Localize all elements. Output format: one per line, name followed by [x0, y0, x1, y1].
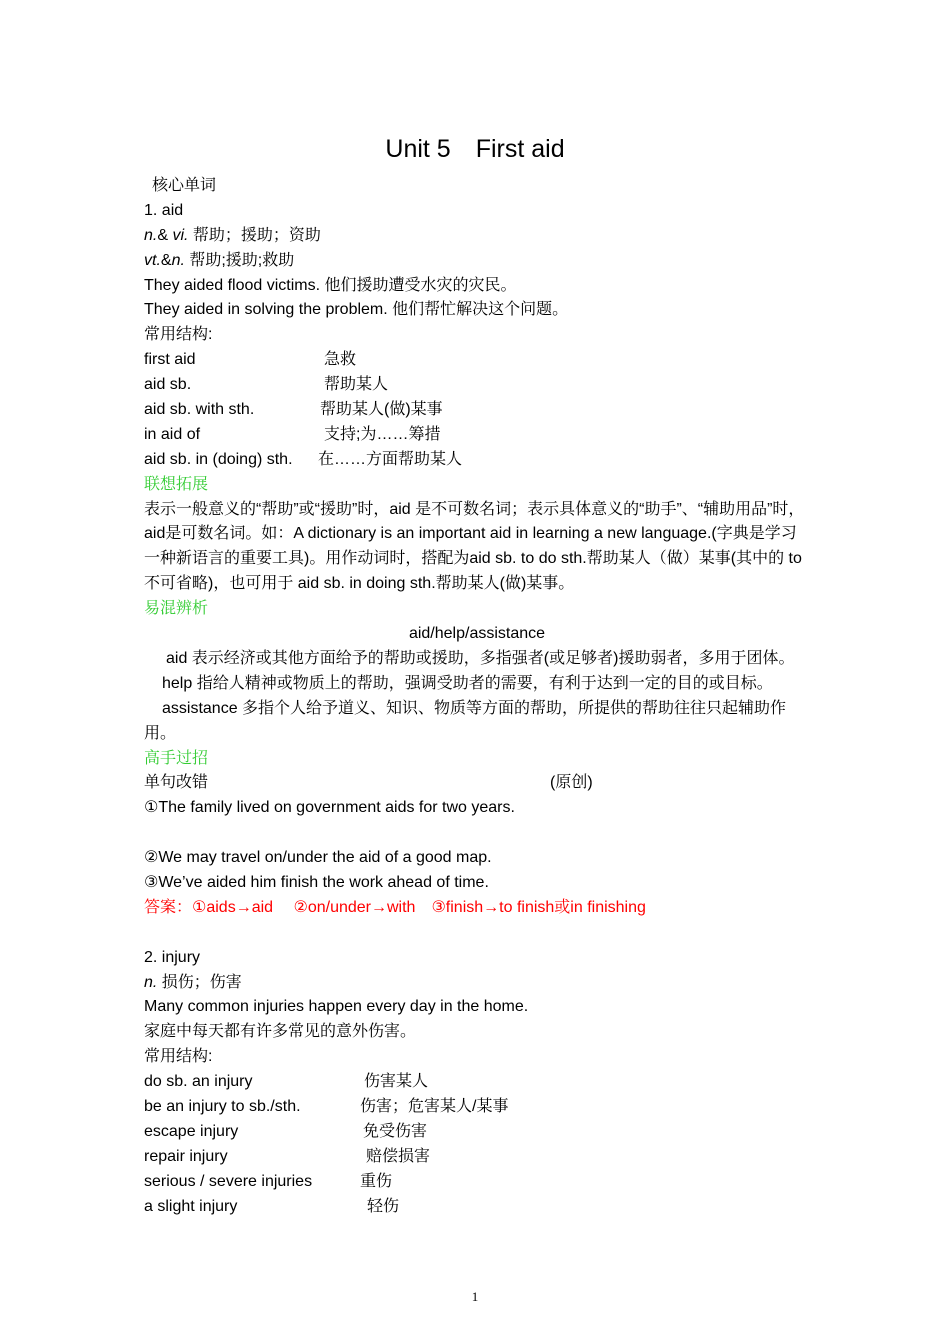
phrase-en: be an injury to sb./sth. — [144, 1098, 301, 1116]
confuse-help: help 指给人精神或物质上的帮助，强调受助者的需要，有利于达到一定的目的或目标。 — [162, 674, 773, 692]
phrase-en: serious / severe injuries — [144, 1172, 313, 1190]
phrases-label: 常用结构: — [144, 326, 213, 344]
phrase-zh: 赔偿损害 — [366, 1147, 431, 1165]
expand-label: 联想拓展 — [144, 475, 209, 493]
blank-line — [144, 821, 810, 846]
word-heading-aid: 1. aid — [144, 201, 184, 219]
pos-label: n. — [171, 251, 185, 269]
phrase-row — [144, 1145, 810, 1170]
definition-text: 帮助;援助;救助 — [184, 251, 295, 269]
phrase-zh: 轻伤 — [367, 1197, 400, 1215]
definition-text: 损伤；伤害 — [157, 973, 242, 991]
answer-line: 答案：①aids→aid ②on/under→with ③finish→to finish或in finishing — [144, 898, 646, 916]
phrase-zh: 急救 — [324, 351, 357, 369]
confuse-title: aid/help/assistance — [408, 625, 546, 643]
phrase-zh: 帮助某人(做)某事 — [320, 401, 443, 419]
example-translation: 家庭中每天都有许多常见的意外伤害。 — [144, 1023, 417, 1041]
phrase-en: do sb. an injury — [144, 1073, 253, 1091]
confuse-aid: aid 表示经济或其他方面给予的帮助或援助，多指强者(或足够者)援助弱者，多用于团体。 — [166, 649, 795, 667]
phrase-row — [144, 373, 810, 398]
phrase-zh: 伤害；危害某人/某事 — [360, 1098, 509, 1116]
phrase-zh: 在……方面帮助某人 — [318, 450, 463, 468]
phrase-en: a slight injury — [144, 1197, 238, 1215]
phrase-row — [144, 398, 810, 423]
pos-sep: & — [157, 226, 173, 244]
phrase-row — [144, 1120, 810, 1145]
phrase-row — [144, 1070, 810, 1095]
phrase-row — [144, 1195, 810, 1220]
aid-definition-2 — [144, 249, 810, 274]
confuse-assistance: assistance 多指个人给予道义、知识、物质等方面的帮助，所提供的帮助往往只起辅助作用。 — [144, 699, 787, 742]
phrase-zh: 伤害某人 — [364, 1073, 429, 1091]
phrase-en: repair injury — [144, 1147, 228, 1165]
pos-label: n. — [144, 973, 158, 991]
phrases-label: 常用结构: — [144, 1048, 213, 1066]
section-heading: 核心单词 — [152, 177, 217, 194]
pos-label: vt. — [144, 251, 161, 269]
pos-sep: & — [160, 251, 172, 269]
phrase-zh: 重伤 — [360, 1172, 393, 1190]
example-sentence: They aided in solving the problem. 他们帮忙解决这个问题。 — [144, 301, 569, 319]
pos-label: vi. — [172, 226, 189, 244]
phrase-row — [144, 448, 810, 473]
phrase-en: escape injury — [144, 1122, 239, 1140]
word-heading-injury: 2. injury — [144, 948, 201, 966]
aid-definition-1 — [144, 224, 810, 249]
document-body — [144, 174, 810, 1220]
practice-label: 高手过招 — [144, 749, 209, 767]
practice-type-row — [144, 771, 810, 796]
practice-source: (原创) — [550, 774, 593, 792]
injury-definition — [144, 971, 810, 996]
practice-type: 单句改错 — [144, 774, 209, 792]
phrase-zh: 支持;为……筹措 — [324, 425, 441, 443]
practice-question: ①The family lived on government aids for two years. — [144, 799, 515, 817]
phrase-row — [144, 1170, 810, 1195]
example-sentence: They aided flood victims. 他们援助遭受水灾的灾民。 — [144, 276, 517, 294]
phrase-row — [144, 423, 810, 448]
blank-line — [144, 921, 810, 946]
phrase-en: aid sb. in (doing) sth. — [144, 450, 293, 468]
phrase-row — [144, 1095, 810, 1120]
example-sentence: Many common injuries happen every day in the home. — [144, 998, 529, 1016]
phrase-en: in aid of — [144, 425, 201, 443]
phrase-zh: 免受伤害 — [363, 1122, 428, 1140]
phrase-en: first aid — [144, 351, 196, 369]
confuse-label: 易混辨析 — [144, 600, 209, 618]
definition-text: 帮助；援助；资助 — [188, 226, 321, 244]
pos-label: n. — [144, 226, 158, 244]
practice-question: ③We’ve aided him finish the work ahead of time. — [144, 874, 489, 892]
phrase-row — [144, 348, 810, 373]
phrase-en: aid sb. — [144, 376, 192, 394]
phrase-zh: 帮助某人 — [324, 376, 389, 394]
practice-question: ②We may travel on/under the aid of a good map. — [144, 849, 492, 867]
expand-paragraph: 表示一般意义的“帮助”或“援助”时，aid 是不可数名词；表示具体意义的“助手”、“辅助用品”时，aid是可数名词。如：A dictionary is an important aid in learning a new language.(字典是学习一种新语言的重要工具)。用作动词时，搭配为aid sb. to do sth.帮助某人（做）某事(其中的 to 不可省略)，也可用于 aid sb. in doing sth.帮助某人(做)某事。 — [144, 500, 805, 593]
page-title: Unit 5 First aid — [385, 135, 565, 163]
phrase-en: aid sb. with sth. — [144, 401, 255, 419]
page-number: 1 — [471, 1289, 479, 1304]
